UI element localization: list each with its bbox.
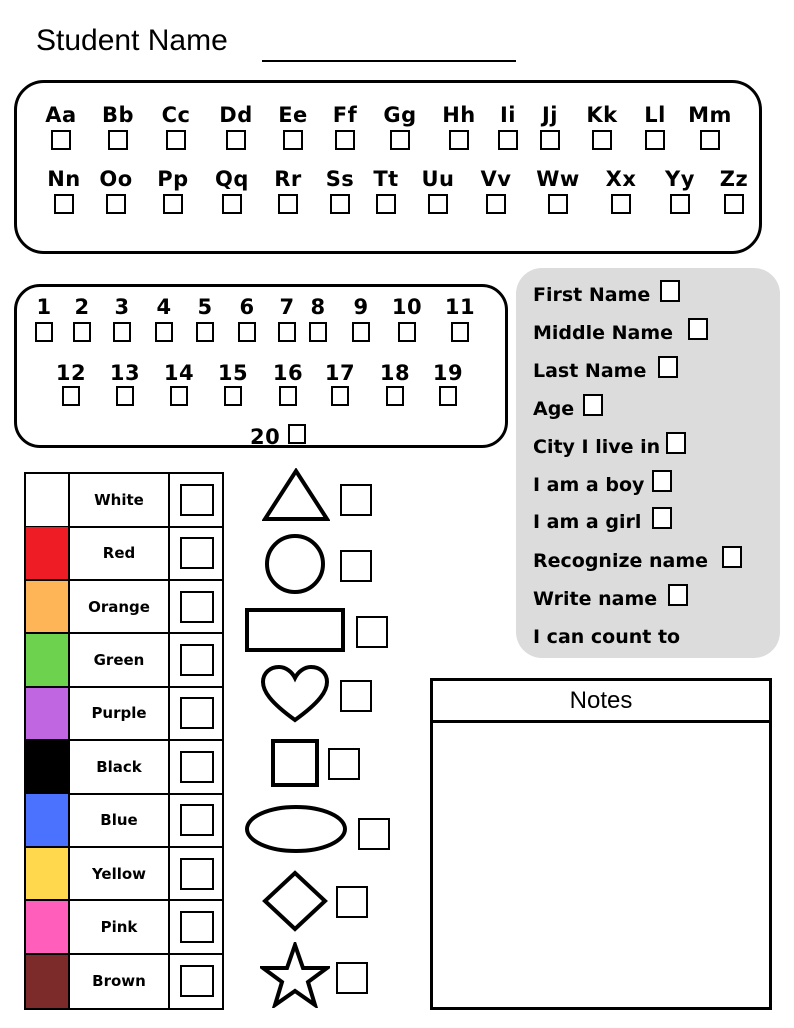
color-checkbox[interactable] bbox=[180, 911, 214, 943]
letter-checkbox[interactable] bbox=[486, 194, 506, 214]
number-label: 2 bbox=[74, 295, 90, 319]
skill-checkbox[interactable] bbox=[652, 507, 672, 529]
skill-checkbox[interactable] bbox=[666, 432, 686, 454]
number-label: 14 bbox=[163, 361, 195, 385]
letter-label: Qq bbox=[215, 167, 249, 191]
letter-label: Aa bbox=[45, 103, 77, 127]
color-swatch bbox=[26, 741, 70, 793]
letter-label: Ee bbox=[278, 103, 308, 127]
letter-checkbox[interactable] bbox=[106, 194, 126, 214]
number-checkbox[interactable] bbox=[224, 386, 242, 406]
letter-label: Bb bbox=[101, 103, 135, 127]
color-swatch bbox=[26, 634, 70, 686]
shape-checkbox[interactable] bbox=[358, 818, 390, 850]
letter-label: Yy bbox=[665, 167, 695, 191]
skill-label: I can count to bbox=[533, 626, 681, 648]
color-row bbox=[26, 581, 222, 635]
number-label: 6 bbox=[239, 295, 255, 319]
letter-checkbox[interactable] bbox=[54, 194, 74, 214]
color-name: Black bbox=[70, 741, 170, 793]
letter-label: Ww bbox=[536, 167, 580, 191]
color-row bbox=[26, 848, 222, 902]
letter-label: Mm bbox=[688, 103, 732, 127]
letter-checkbox[interactable] bbox=[330, 194, 350, 214]
student-name-label: Student Name bbox=[36, 24, 228, 57]
letter-label: Ss bbox=[325, 167, 355, 191]
color-name: Blue bbox=[70, 794, 170, 846]
color-swatch bbox=[26, 474, 70, 526]
letter-checkbox[interactable] bbox=[645, 130, 665, 150]
student-name-line[interactable] bbox=[262, 60, 516, 62]
number-label: 13 bbox=[109, 361, 141, 385]
letter-label: Pp bbox=[157, 167, 189, 191]
circle-icon bbox=[264, 533, 326, 595]
skill-label: Recognize name bbox=[533, 550, 709, 572]
letter-checkbox[interactable] bbox=[108, 130, 128, 150]
letter-checkbox[interactable] bbox=[222, 194, 242, 214]
number-label: 9 bbox=[353, 295, 369, 319]
shape-checkbox[interactable] bbox=[328, 748, 360, 780]
letter-checkbox[interactable] bbox=[449, 130, 469, 150]
number-checkbox[interactable] bbox=[439, 386, 457, 406]
letter-label: Vv bbox=[480, 167, 512, 191]
number-checkbox[interactable] bbox=[386, 386, 404, 406]
color-swatch bbox=[26, 527, 70, 579]
color-checkbox[interactable] bbox=[180, 965, 214, 997]
color-name: Pink bbox=[70, 901, 170, 953]
number-label: 8 bbox=[310, 295, 326, 319]
color-name: Purple bbox=[70, 688, 170, 740]
color-swatch bbox=[26, 581, 70, 633]
triangle-icon bbox=[262, 468, 330, 522]
color-checkbox[interactable] bbox=[180, 591, 214, 623]
color-checkbox[interactable] bbox=[180, 804, 214, 836]
number-label: 10 bbox=[391, 295, 423, 319]
skill-checkbox[interactable] bbox=[722, 546, 742, 568]
letter-label: Cc bbox=[161, 103, 191, 127]
color-row bbox=[26, 741, 222, 795]
shape-checkbox[interactable] bbox=[340, 484, 372, 516]
letter-checkbox[interactable] bbox=[226, 130, 246, 150]
skill-label: Write name bbox=[533, 588, 658, 610]
number-checkbox[interactable] bbox=[116, 386, 134, 406]
letter-checkbox[interactable] bbox=[540, 130, 560, 150]
color-checkbox[interactable] bbox=[180, 858, 214, 890]
heart-icon bbox=[260, 664, 330, 724]
color-name: White bbox=[70, 474, 170, 526]
color-row bbox=[26, 955, 222, 1009]
letter-checkbox[interactable] bbox=[335, 130, 355, 150]
rectangle-icon bbox=[244, 607, 346, 653]
skill-label: Last Name bbox=[533, 360, 647, 382]
colors-table bbox=[24, 472, 224, 1010]
letter-label: Hh bbox=[442, 103, 476, 127]
letter-checkbox[interactable] bbox=[428, 194, 448, 214]
color-swatch bbox=[26, 688, 70, 740]
skill-label: City I live in bbox=[533, 436, 661, 458]
color-row bbox=[26, 527, 222, 581]
letter-checkbox[interactable] bbox=[390, 130, 410, 150]
color-swatch bbox=[26, 848, 70, 900]
color-checkbox[interactable] bbox=[180, 537, 214, 569]
number-checkbox[interactable] bbox=[238, 322, 256, 342]
letter-checkbox[interactable] bbox=[724, 194, 744, 214]
number-label: 15 bbox=[217, 361, 249, 385]
color-name: Yellow bbox=[70, 848, 170, 900]
skill-checkbox[interactable] bbox=[658, 356, 678, 378]
letter-checkbox[interactable] bbox=[163, 194, 183, 214]
skill-checkbox[interactable] bbox=[688, 318, 708, 340]
letter-checkbox[interactable] bbox=[278, 194, 298, 214]
letter-label: Uu bbox=[421, 167, 455, 191]
number-label: 20 bbox=[250, 425, 281, 449]
number-checkbox[interactable] bbox=[170, 386, 188, 406]
color-name: Brown bbox=[70, 955, 170, 1009]
number-checkbox[interactable] bbox=[331, 386, 349, 406]
number-label: 5 bbox=[197, 295, 213, 319]
color-row bbox=[26, 634, 222, 688]
letter-checkbox[interactable] bbox=[700, 130, 720, 150]
letter-checkbox[interactable] bbox=[376, 194, 396, 214]
color-name: Orange bbox=[70, 581, 170, 633]
number-checkbox[interactable] bbox=[278, 322, 296, 342]
notes-box[interactable] bbox=[430, 678, 772, 1010]
skill-label: Age bbox=[533, 398, 575, 420]
number-checkbox[interactable] bbox=[155, 322, 173, 342]
shape-checkbox[interactable] bbox=[356, 616, 388, 648]
letter-label: Nn bbox=[47, 167, 81, 191]
letter-checkbox[interactable] bbox=[548, 194, 568, 214]
letter-label: Ii bbox=[499, 103, 516, 127]
letter-label: Oo bbox=[99, 167, 133, 191]
color-name: Green bbox=[70, 634, 170, 686]
number-checkbox[interactable] bbox=[309, 322, 327, 342]
letter-label: Gg bbox=[383, 103, 417, 127]
skill-checkbox[interactable] bbox=[652, 470, 672, 492]
skill-checkbox[interactable] bbox=[583, 394, 603, 416]
number-label: 7 bbox=[279, 295, 295, 319]
letter-label: Xx bbox=[605, 167, 637, 191]
number-label: 17 bbox=[324, 361, 356, 385]
number-label: 16 bbox=[272, 361, 304, 385]
letter-checkbox[interactable] bbox=[283, 130, 303, 150]
color-swatch bbox=[26, 901, 70, 953]
number-checkbox[interactable] bbox=[398, 322, 416, 342]
skill-label: First Name bbox=[533, 284, 651, 306]
number-label: 12 bbox=[55, 361, 87, 385]
diamond-icon bbox=[262, 870, 328, 932]
color-swatch bbox=[26, 794, 70, 846]
number-checkbox[interactable] bbox=[352, 322, 370, 342]
color-row bbox=[26, 794, 222, 848]
color-row bbox=[26, 688, 222, 742]
letter-label: Dd bbox=[219, 103, 253, 127]
letter-label: Zz bbox=[719, 167, 749, 191]
number-checkbox[interactable] bbox=[279, 386, 297, 406]
letter-label: Kk bbox=[586, 103, 618, 127]
color-row bbox=[26, 901, 222, 955]
color-name: Red bbox=[70, 527, 170, 579]
number-label: 19 bbox=[432, 361, 464, 385]
skill-label: I am a boy bbox=[533, 474, 645, 496]
skill-label: Middle Name bbox=[533, 322, 674, 344]
color-checkbox[interactable] bbox=[180, 484, 214, 516]
number-label: 1 bbox=[36, 295, 52, 319]
star-icon bbox=[260, 942, 330, 1008]
letter-checkbox[interactable] bbox=[166, 130, 186, 150]
oval-icon bbox=[244, 804, 348, 854]
notes-title: Notes bbox=[433, 681, 769, 723]
color-checkbox[interactable] bbox=[180, 751, 214, 783]
letter-label: Ff bbox=[332, 103, 358, 127]
number-label: 18 bbox=[379, 361, 411, 385]
number-checkbox[interactable] bbox=[196, 322, 214, 342]
letter-label: Ll bbox=[644, 103, 666, 127]
skill-checkbox[interactable] bbox=[660, 280, 680, 302]
shape-checkbox[interactable] bbox=[340, 680, 372, 712]
letter-checkbox[interactable] bbox=[592, 130, 612, 150]
number-checkbox[interactable] bbox=[35, 322, 53, 342]
number-checkbox[interactable] bbox=[73, 322, 91, 342]
skill-label: I am a girl bbox=[533, 511, 642, 533]
number-checkbox[interactable] bbox=[113, 322, 131, 342]
letter-checkbox[interactable] bbox=[51, 130, 71, 150]
color-row bbox=[26, 474, 222, 528]
square-icon bbox=[270, 738, 320, 788]
color-checkbox[interactable] bbox=[180, 644, 214, 676]
shape-checkbox[interactable] bbox=[340, 550, 372, 582]
letter-label: Jj bbox=[541, 103, 558, 127]
letter-checkbox[interactable] bbox=[670, 194, 690, 214]
number-checkbox[interactable] bbox=[62, 386, 80, 406]
letter-checkbox[interactable] bbox=[498, 130, 518, 150]
number-checkbox[interactable] bbox=[451, 322, 469, 342]
number-label: 3 bbox=[114, 295, 130, 319]
shape-checkbox[interactable] bbox=[336, 962, 368, 994]
number-label: 11 bbox=[444, 295, 476, 319]
number-checkbox[interactable] bbox=[288, 424, 306, 444]
shape-checkbox[interactable] bbox=[336, 886, 368, 918]
letter-checkbox[interactable] bbox=[611, 194, 631, 214]
letter-label: Rr bbox=[274, 167, 302, 191]
number-label: 4 bbox=[156, 295, 172, 319]
letter-label: Tt bbox=[373, 167, 399, 191]
color-checkbox[interactable] bbox=[180, 697, 214, 729]
color-swatch bbox=[26, 955, 70, 1009]
skill-checkbox[interactable] bbox=[668, 584, 688, 606]
